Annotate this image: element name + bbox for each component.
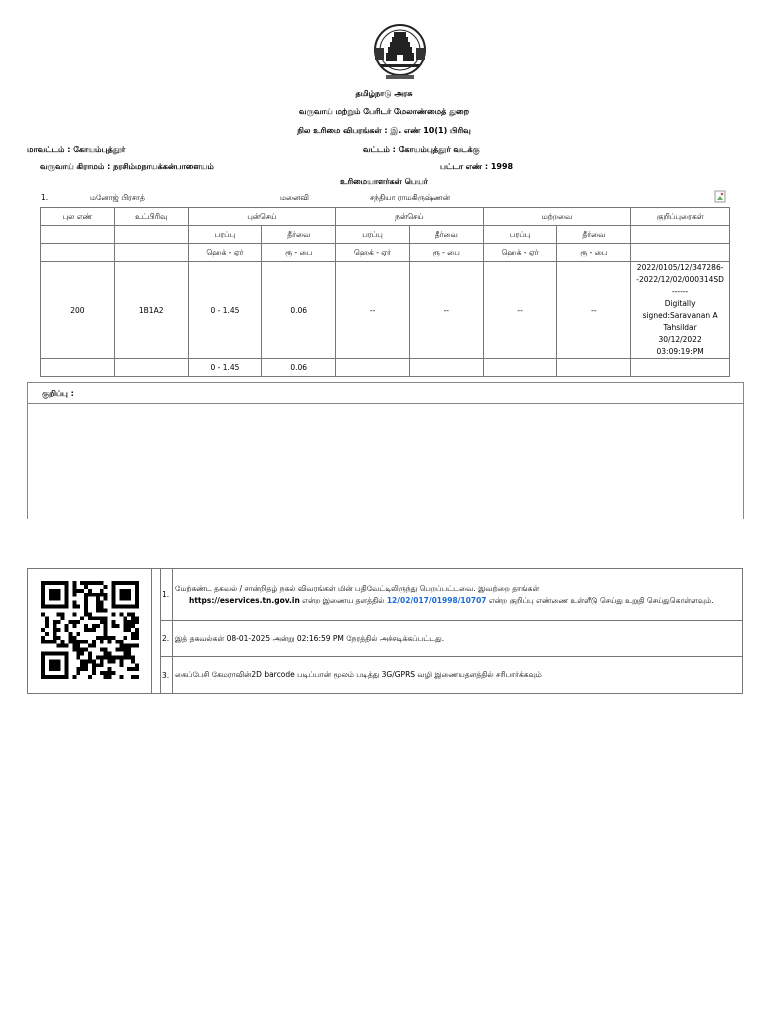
other-tax-header: தீர்வை [557, 226, 631, 244]
dry-area-unit: ஹெக் - ஏர் [188, 244, 262, 262]
empty-cell [336, 359, 410, 377]
remark-line: 03:09:19:PM [656, 347, 704, 356]
owner-relation: மனைவி [280, 193, 309, 202]
eservices-link[interactable]: https://eservices.tn.gov.in [189, 595, 300, 605]
remark-line: Tahsildar [663, 323, 697, 332]
remark-line: ------ [672, 287, 689, 296]
village-field: வருவாய் கிராமம் : நரசிம்மநாயக்கன்பாளையம் [40, 162, 214, 171]
other-area-header: பரப்பு [483, 226, 557, 244]
notes-header [28, 383, 743, 404]
empty-cell [41, 359, 115, 377]
note-number: 3. [161, 657, 173, 694]
note-number: 2. [161, 621, 173, 657]
empty-cell [114, 244, 188, 262]
owner-relative: சந்தியா ராமகிருஷ்ணன் [370, 193, 450, 202]
dept-title: வருவாய் மற்றும் பேரிடர் மேலாண்மைத் துறை [298, 107, 470, 116]
col-survey-number: புல எண் [41, 208, 115, 226]
total-row [41, 359, 730, 377]
tn-government-emblem [368, 22, 432, 82]
notes-label: குறிப்பு : [42, 389, 74, 398]
col-other-land: மற்றவை [483, 208, 631, 226]
empty-cell [41, 244, 115, 262]
dry-tax-unit: ரூ - பை [262, 244, 336, 262]
print-time-note: இத் தகவல்கள் 08-01-2025 அன்று 02:16:59 PM நேரத்தில் அச்சடிக்கப்பட்டது. [173, 621, 743, 657]
barcode-note: கைப்பேசி கேமராவின்2D barcode படிப்பான் மூலம் படித்து 3G/GPRS வழி இணையதளத்தில் சரிபார்க்கவும் [173, 657, 743, 694]
empty-cell [483, 359, 557, 377]
note-number: 1. [161, 569, 173, 621]
wet-tax: -- [409, 262, 483, 359]
qr-code-icon [41, 581, 139, 679]
reference-number: 12/02/017/01998/10707 [386, 595, 487, 605]
dry-tax: 0.06 [262, 262, 336, 359]
dry-tax-header: தீர்வை [262, 226, 336, 244]
empty-cell [114, 359, 188, 377]
remarks-cell [631, 262, 730, 359]
govt-title: தமிழ்நாடு அரசு [355, 89, 413, 98]
note-text: என்ற குறிப்பு எண்ணை உள்ளீடு செய்து உறுதி செய்துகொள்ளவும். [486, 595, 714, 605]
wet-tax-header: தீர்வை [409, 226, 483, 244]
patta-number: பட்டா எண் : 1998 [440, 162, 514, 171]
owner-index: 1. [41, 193, 49, 202]
remark-line: signed:Saravanan A [642, 311, 718, 320]
remark-line: 2022/0105/12/347286- [636, 263, 724, 272]
empty-cell [114, 226, 188, 244]
other-tax: -- [557, 262, 631, 359]
empty-cell [631, 226, 730, 244]
note-text: மேற்கண்ட தகவல் / சான்றிதழ் நகல் விவரங்கள் மின் பதிவேட்டிலிருந்து பெறப்பட்டவை. இவற்றை தாங்கள் [175, 583, 540, 593]
document-title: நில உரிமை விபரங்கள் : இ. எண் 10(1) பிரிவு [297, 126, 471, 135]
dry-area-header: பரப்பு [188, 226, 262, 244]
col-dry-land: புன்செய் [188, 208, 336, 226]
col-remarks: குறிப்புரைகள் [631, 208, 730, 226]
table-row [41, 262, 730, 359]
total-dry-area: 0 - 1.45 [188, 359, 262, 377]
col-wet-land: நன்செய் [336, 208, 484, 226]
wet-area: -- [336, 262, 410, 359]
dry-area: 0 - 1.45 [188, 262, 262, 359]
total-dry-tax: 0.06 [262, 359, 336, 377]
land-details-table [40, 207, 730, 377]
notes-box [27, 382, 744, 519]
owner-name: மனோஜ் பிரசாத் [90, 193, 145, 202]
empty-cell [409, 359, 483, 377]
wet-area-header: பரப்பு [336, 226, 410, 244]
broken-image-icon [714, 190, 728, 204]
empty-cell [557, 359, 631, 377]
taluk-field: வட்டம் : கோயம்புத்தூர் வடக்கு [363, 145, 480, 154]
qr-cell [28, 569, 152, 694]
empty-cell [41, 226, 115, 244]
remark-line: -2022/12/02/000314SD [636, 275, 724, 284]
col-subdivision: உட்பிரிவு [114, 208, 188, 226]
empty-cell [631, 244, 730, 262]
remark-line: Digitally [664, 299, 696, 308]
empty-cell [631, 359, 730, 377]
remark-line: 30/12/2022 [658, 335, 702, 344]
verification-table [27, 568, 743, 694]
wet-tax-unit: ரூ - பை [409, 244, 483, 262]
spacer-cell [152, 569, 161, 694]
other-tax-unit: ரூ - பை [557, 244, 631, 262]
note-text: என்ற இணைய தளத்தில் [299, 595, 387, 605]
verification-note [173, 569, 743, 621]
owners-heading: உரிமையாளர்கள் பெயர் [340, 177, 428, 186]
subdivision: 1B1A2 [114, 262, 188, 359]
survey-number: 200 [41, 262, 115, 359]
other-area-unit: ஹெக் - ஏர் [483, 244, 557, 262]
wet-area-unit: ஹெக் - ஏர் [336, 244, 410, 262]
other-area: -- [483, 262, 557, 359]
district-field: மாவட்டம் : கோயம்புத்தூர் [27, 145, 126, 154]
